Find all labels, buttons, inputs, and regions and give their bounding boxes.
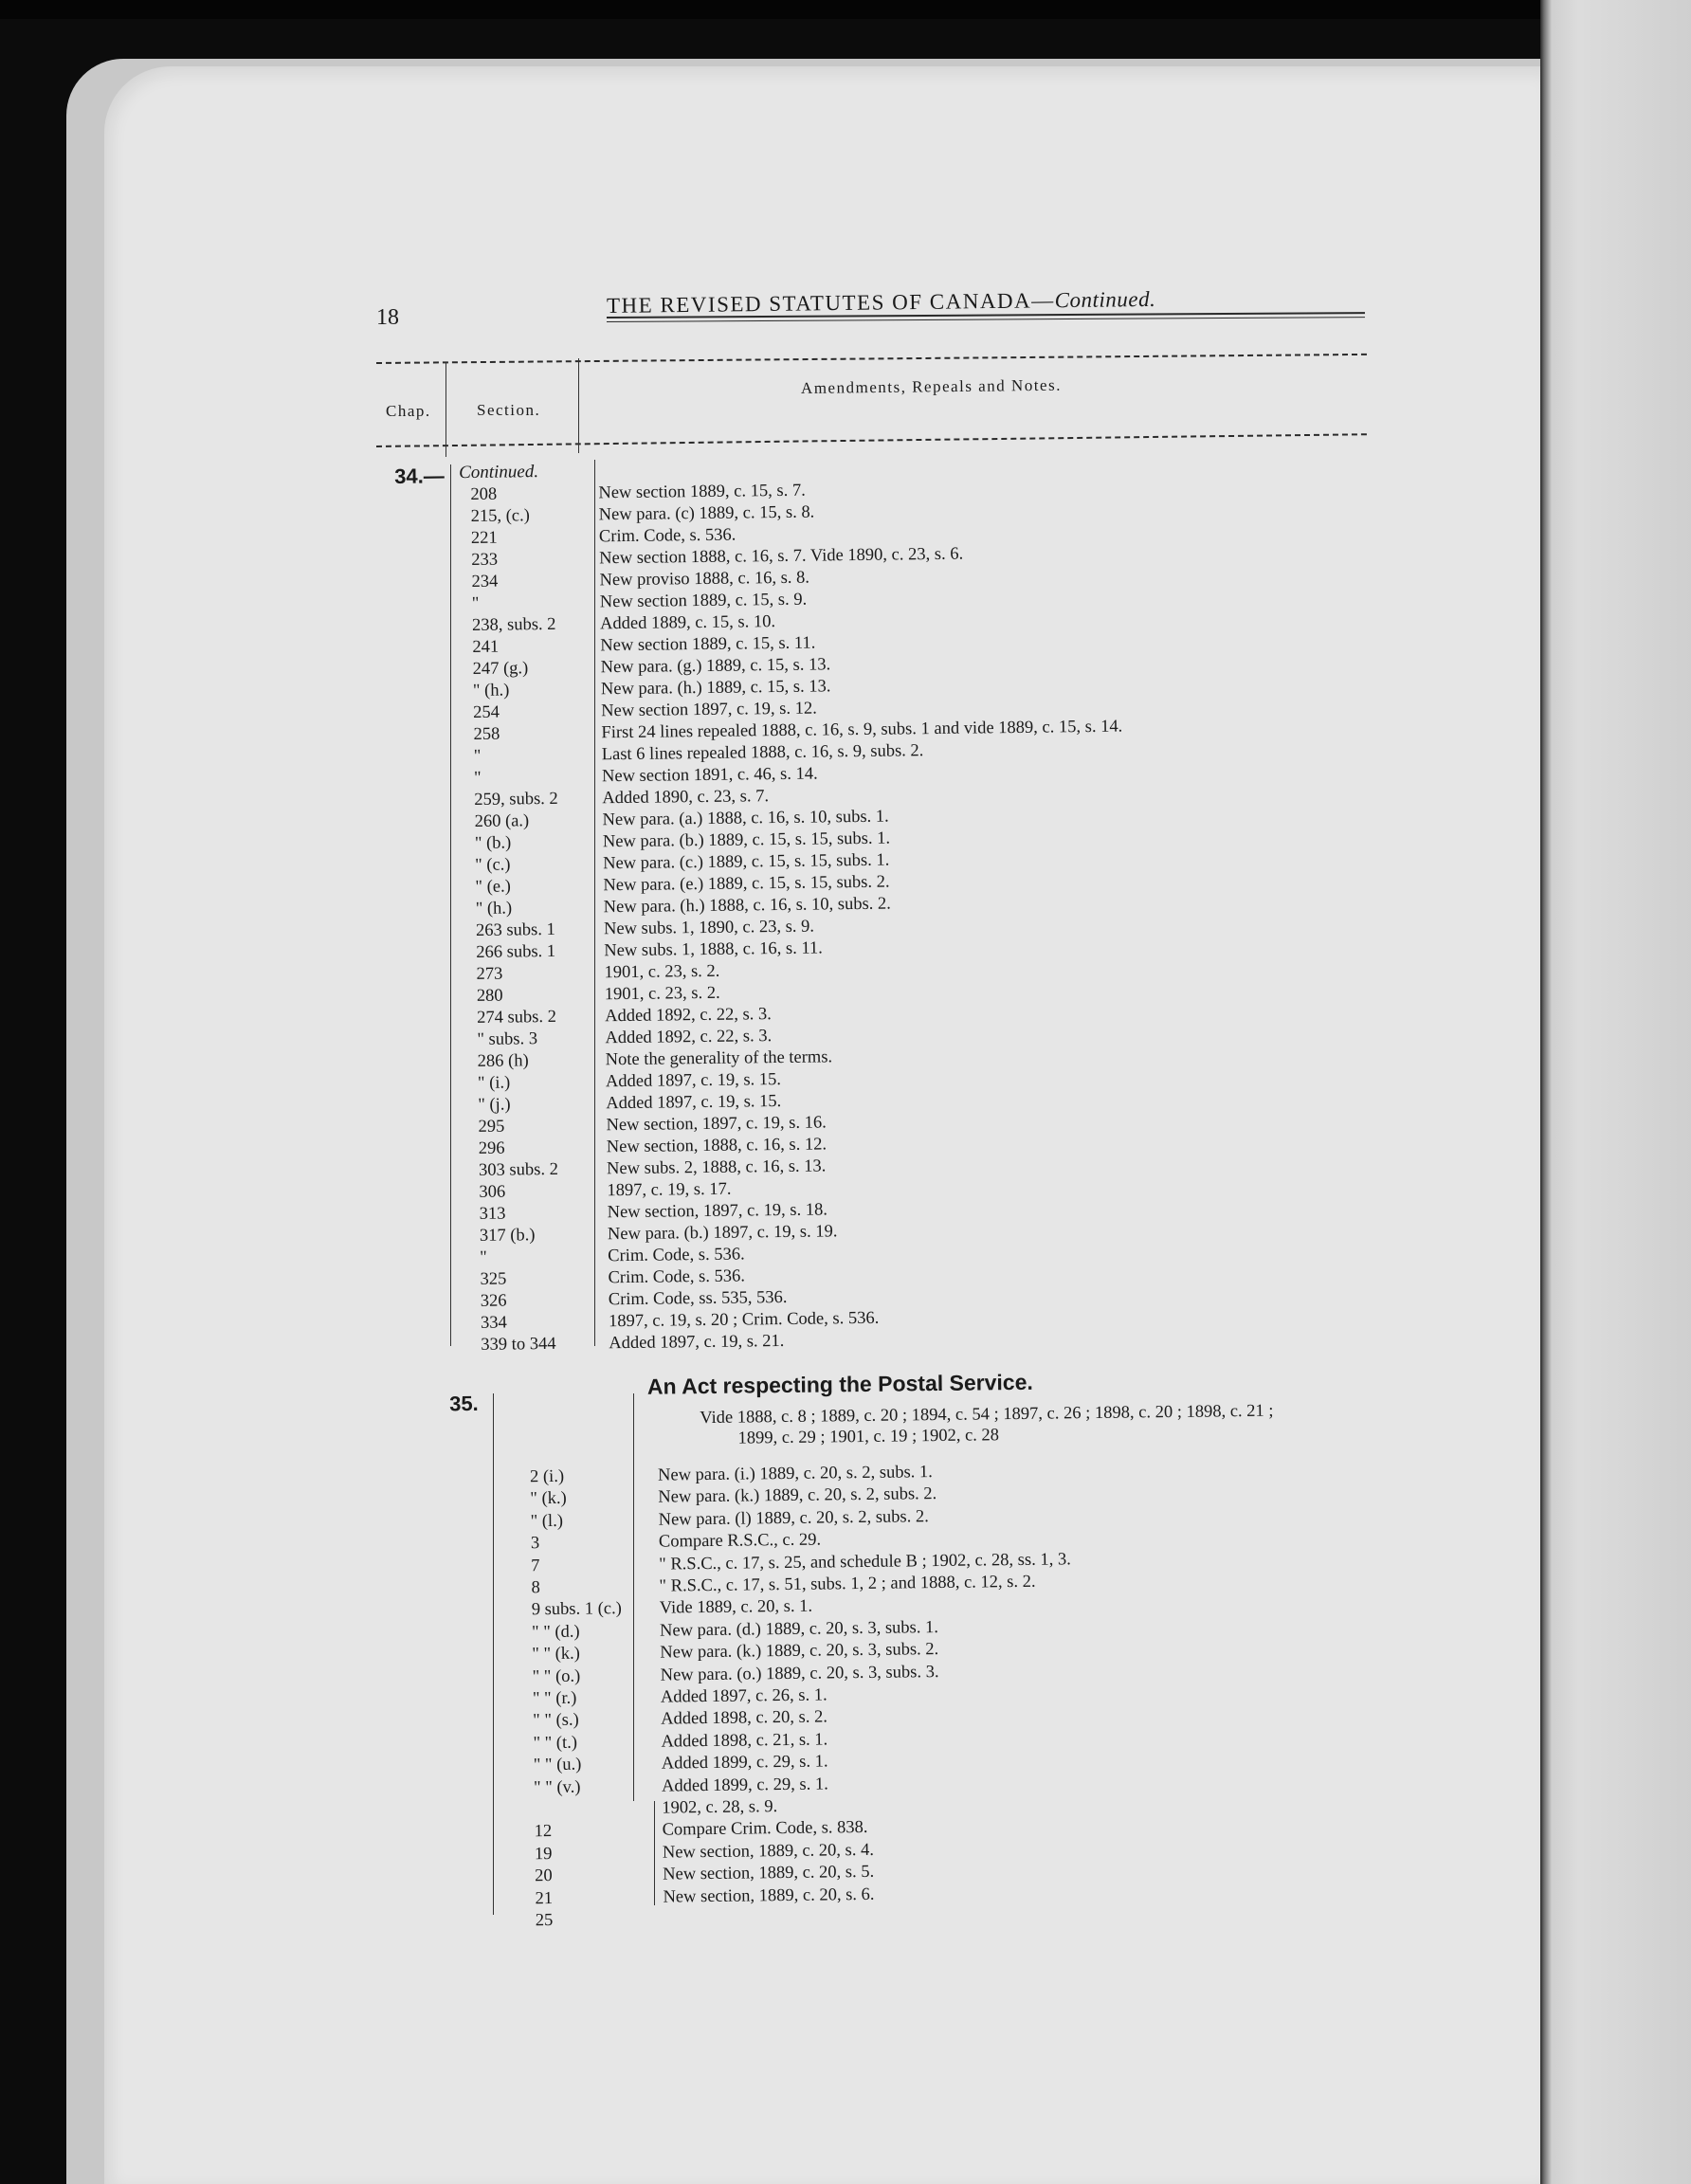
column-header-section: Section. xyxy=(477,401,541,419)
amendment-note: New para. (d.) 1889, c. 20, s. 3, subs. 1. xyxy=(659,1617,939,1641)
amendment-note: New section 1897, c. 19, s. 12. xyxy=(601,699,817,721)
amendment-note: Added 1897, c. 26, s. 1. xyxy=(660,1685,827,1707)
section-cell: " xyxy=(473,768,482,788)
amendment-note: Compare R.S.C., c. 29. xyxy=(658,1530,822,1552)
amendment-note: Added 1897, c. 19, s. 21. xyxy=(609,1331,785,1354)
section-cell: " " (u.) xyxy=(533,1755,582,1775)
section-cell: 296 xyxy=(478,1138,505,1158)
section-cell: 238, subs. 2 xyxy=(471,614,556,635)
section-cell: " (k.) xyxy=(530,1489,567,1509)
amendment-note: Added 1899, c. 29, s. 1. xyxy=(661,1774,828,1796)
section-cell: 8 xyxy=(531,1578,540,1598)
section-cell: " " (s.) xyxy=(533,1711,579,1731)
amendment-note: " R.S.C., c. 17, s. 51, subs. 1, 2 ; and 1888, c. 12, s. 2. xyxy=(659,1572,1036,1596)
section-cell: 259, subs. 2 xyxy=(474,789,558,810)
amendment-note: New para. (e.) 1889, c. 15, s. 15, subs. 2. xyxy=(603,872,890,896)
amendment-note: Vide 1889, c. 20, s. 1. xyxy=(659,1597,813,1619)
column-divider-section-34 xyxy=(594,460,595,1346)
section-cell: 306 xyxy=(479,1182,506,1202)
amendment-note: New para. (k.) 1889, c. 20, s. 3, subs. 2. xyxy=(660,1640,939,1663)
amendment-note: New para. (a.) 1888, c. 16, s. 10, subs. 1. xyxy=(602,807,889,830)
amendment-note: Added 1892, c. 22, s. 3. xyxy=(605,1005,772,1027)
amendment-note: New subs. 2, 1888, c. 16, s. 13. xyxy=(606,1156,827,1179)
section-cell: " (l.) xyxy=(530,1511,564,1532)
section-cell: " xyxy=(471,593,480,613)
section-cell: " " (d.) xyxy=(531,1622,580,1643)
amendment-note: Added 1889, c. 15, s. 10. xyxy=(599,612,776,634)
running-title-text: THE REVISED STATUTES OF CANADA— xyxy=(606,288,1055,318)
chapter-34-number: 34.— xyxy=(394,464,445,488)
section-cell: 286 (h) xyxy=(477,1051,529,1071)
amendment-note: New section 1889, c. 15, s. 11. xyxy=(600,633,816,656)
amendment-note: Added 1892, c. 22, s. 3. xyxy=(605,1027,773,1048)
amendment-note: New para. (c) 1889, c. 15, s. 8. xyxy=(598,502,815,525)
section-cell: 274 subs. 2 xyxy=(477,1007,557,1028)
section-cell: 7 xyxy=(531,1556,540,1575)
amendment-note: Crim. Code, s. 536. xyxy=(608,1245,745,1266)
column-divider-chap-35 xyxy=(493,1393,494,1915)
section-cell: 280 xyxy=(476,986,503,1006)
section-cell: 3 xyxy=(530,1534,540,1554)
amendment-note: New section, 1897, c. 19, s. 18. xyxy=(607,1200,828,1223)
amendment-note: New proviso 1888, c. 16, s. 8. xyxy=(599,568,810,591)
section-cell: 9 subs. 1 (c.) xyxy=(531,1599,622,1620)
column-divider-chap-header xyxy=(445,362,446,457)
amendment-note: Added 1898, c. 20, s. 2. xyxy=(661,1707,828,1730)
section-cell: 273 xyxy=(476,964,503,984)
amendment-note: Added 1897, c. 19, s. 15. xyxy=(605,1070,782,1092)
amendment-note: Crim. Code, ss. 535, 536. xyxy=(608,1287,788,1310)
section-cell: " xyxy=(473,746,482,766)
amendment-note: New para. (k.) 1889, c. 20, s. 2, subs. 2. xyxy=(658,1484,937,1508)
amendment-note: Last 6 lines repealed 1888, c. 16, s. 9, subs. 2. xyxy=(601,741,924,765)
section-cell: " (c.) xyxy=(475,855,511,875)
section-cell: " (i.) xyxy=(477,1073,511,1093)
section-cell: 215, (c.) xyxy=(470,506,530,526)
section-cell: " subs. 3 xyxy=(477,1029,538,1049)
column-divider-section-35-lower xyxy=(654,1801,655,1905)
section-cell: 263 subs. 1 xyxy=(475,919,555,940)
section-cell: 334 xyxy=(480,1313,507,1333)
amendment-note: First 24 lines repealed 1888, c. 16, s. 9, subs. 1 and vide 1889, c. 15, s. 14. xyxy=(601,717,1123,743)
amendment-note: New section 1891, c. 46, s. 14. xyxy=(601,764,818,787)
chapter-35-vide-line-2: 1899, c. 29 ; 1901, c. 19 ; 1902, c. 28 xyxy=(737,1426,1000,1448)
amendment-note: New subs. 1, 1890, c. 23, s. 9. xyxy=(603,917,815,939)
section-cell: 295 xyxy=(478,1117,505,1137)
section-cell: 313 xyxy=(479,1204,506,1224)
section-cell: 234 xyxy=(471,572,499,592)
section-cell: 241 xyxy=(472,637,500,657)
section-cell: " " (v.) xyxy=(533,1777,581,1797)
column-divider-section-35 xyxy=(633,1393,634,1801)
amendment-note: New para. (o.) 1889, c. 20, s. 3, subs. 3. xyxy=(660,1662,939,1685)
amendment-note: New subs. 1, 1888, c. 16, s. 11. xyxy=(604,938,823,961)
section-cell: 303 subs. 2 xyxy=(479,1159,559,1180)
scan-right-edge xyxy=(1540,0,1691,2184)
column-divider-chap-34 xyxy=(450,464,451,1346)
amendment-note: New section, 1889, c. 20, s. 5. xyxy=(663,1863,875,1884)
amendment-note: 1897, c. 19, s. 17. xyxy=(607,1179,732,1201)
amendment-note: Crim. Code, s. 536. xyxy=(608,1266,746,1288)
column-divider-section-header xyxy=(578,358,579,453)
section-cell: 208 xyxy=(470,484,498,504)
scan-top-edge xyxy=(0,0,1691,19)
section-cell: " (e.) xyxy=(475,877,511,897)
amendment-note: New section 1889, c. 15, s. 7. xyxy=(598,481,806,503)
amendment-note: New para. (g.) 1889, c. 15, s. 13. xyxy=(600,655,831,678)
chapter-35-vide-line-1: Vide 1888, c. 8 ; 1889, c. 20 ; 1894, c. 54 ; 1897, c. 26 ; 1898, c. 20 ; 1898, c. 21 ; xyxy=(700,1401,1274,1429)
section-cell: 258 xyxy=(473,724,500,744)
section-cell: 339 to 344 xyxy=(481,1334,556,1355)
section-cell: 25 xyxy=(535,1911,554,1931)
section-cell: 254 xyxy=(473,702,500,722)
running-title-suffix: Continued. xyxy=(1054,286,1156,313)
amendment-note: Added 1898, c. 21, s. 1. xyxy=(661,1730,828,1752)
section-cell: 233 xyxy=(471,550,499,570)
section-cell: 317 (b.) xyxy=(479,1226,536,1246)
amendment-note: New section, 1888, c. 16, s. 12. xyxy=(606,1135,827,1157)
section-cell: " " (k.) xyxy=(532,1644,581,1665)
section-cell: " " (r.) xyxy=(532,1688,577,1709)
section-cell: " " (o.) xyxy=(532,1666,581,1686)
amendment-note: New para. (b.) 1897, c. 19, s. 19. xyxy=(607,1222,838,1245)
amendment-note: New section 1888, c. 16, s. 7. Vide 1890, c. 23, s. 6. xyxy=(599,544,964,569)
section-cell: " " (t.) xyxy=(533,1733,578,1754)
amendment-note: New section, 1897, c. 19, s. 16. xyxy=(606,1113,827,1136)
section-cell: " (h.) xyxy=(472,681,510,701)
column-header-chap: Chap. xyxy=(386,402,431,420)
amendment-note: New section, 1889, c. 20, s. 6. xyxy=(663,1884,875,1907)
section-cell: 221 xyxy=(470,528,498,548)
chapter-35-act-title: An Act respecting the Postal Service. xyxy=(646,1369,1033,1399)
amendment-note: " R.S.C., c. 17, s. 25, and schedule B ; 1902, c. 28, ss. 1, 3. xyxy=(659,1549,1071,1574)
section-cell: 247 (g.) xyxy=(472,659,529,679)
amendment-note: New para. (h.) 1888, c. 16, s. 10, subs. 2. xyxy=(603,894,891,918)
section-cell: 260 (a.) xyxy=(474,811,530,831)
amendment-note: Added 1897, c. 19, s. 15. xyxy=(606,1092,782,1114)
page-number: 18 xyxy=(376,305,399,330)
amendment-note: Compare Crim. Code, s. 838. xyxy=(662,1818,868,1840)
amendment-note: 1901, c. 23, s. 2. xyxy=(604,983,720,1005)
section-cell: 20 xyxy=(535,1866,553,1886)
section-cell: 2 (i.) xyxy=(529,1466,565,1487)
chapter-34-continued: Continued. xyxy=(458,462,539,483)
amendment-note: Added 1899, c. 29, s. 1. xyxy=(661,1752,828,1774)
chapter-35-number: 35. xyxy=(448,1391,479,1416)
amendment-note: New para. (h.) 1889, c. 15, s. 13. xyxy=(600,677,831,700)
amendment-note: Note the generality of the terms. xyxy=(605,1047,833,1070)
section-cell: 326 xyxy=(480,1291,507,1311)
section-cell: 266 subs. 1 xyxy=(476,941,556,962)
amendment-note: Added 1890, c. 23, s. 7. xyxy=(602,787,770,809)
amendment-note: New para. (i.) 1889, c. 20, s. 2, subs. 1. xyxy=(657,1463,933,1485)
section-cell: 325 xyxy=(480,1269,507,1289)
amendment-note: 1901, c. 23, s. 2. xyxy=(604,961,720,983)
amendment-note: New para. (l) 1889, c. 20, s. 2, subs. 2. xyxy=(658,1506,929,1530)
section-cell: " (j.) xyxy=(478,1095,511,1115)
section-cell: " (h.) xyxy=(475,899,513,919)
amendment-note: 1902, c. 28, s. 9. xyxy=(662,1797,778,1818)
column-header-amendments: Amendments, Repeals and Notes. xyxy=(800,375,1063,397)
section-cell: 19 xyxy=(534,1844,553,1865)
section-cell: 12 xyxy=(534,1822,553,1842)
amendment-note: 1897, c. 19, s. 20 ; Crim. Code, s. 536. xyxy=(608,1308,880,1332)
amendment-note: New para. (b.) 1889, c. 15, s. 15, subs. 1. xyxy=(602,828,891,852)
section-cell: " xyxy=(480,1247,487,1267)
amendment-note: New section 1889, c. 15, s. 9. xyxy=(599,590,808,612)
section-cell: " (b.) xyxy=(474,833,512,853)
section-cell: 21 xyxy=(535,1888,554,1908)
amendment-note: New para. (c.) 1889, c. 15, s. 15, subs. 1. xyxy=(603,850,890,874)
amendment-note: Crim. Code, s. 536. xyxy=(598,525,736,547)
amendment-note: New section, 1889, c. 20, s. 4. xyxy=(662,1840,875,1863)
